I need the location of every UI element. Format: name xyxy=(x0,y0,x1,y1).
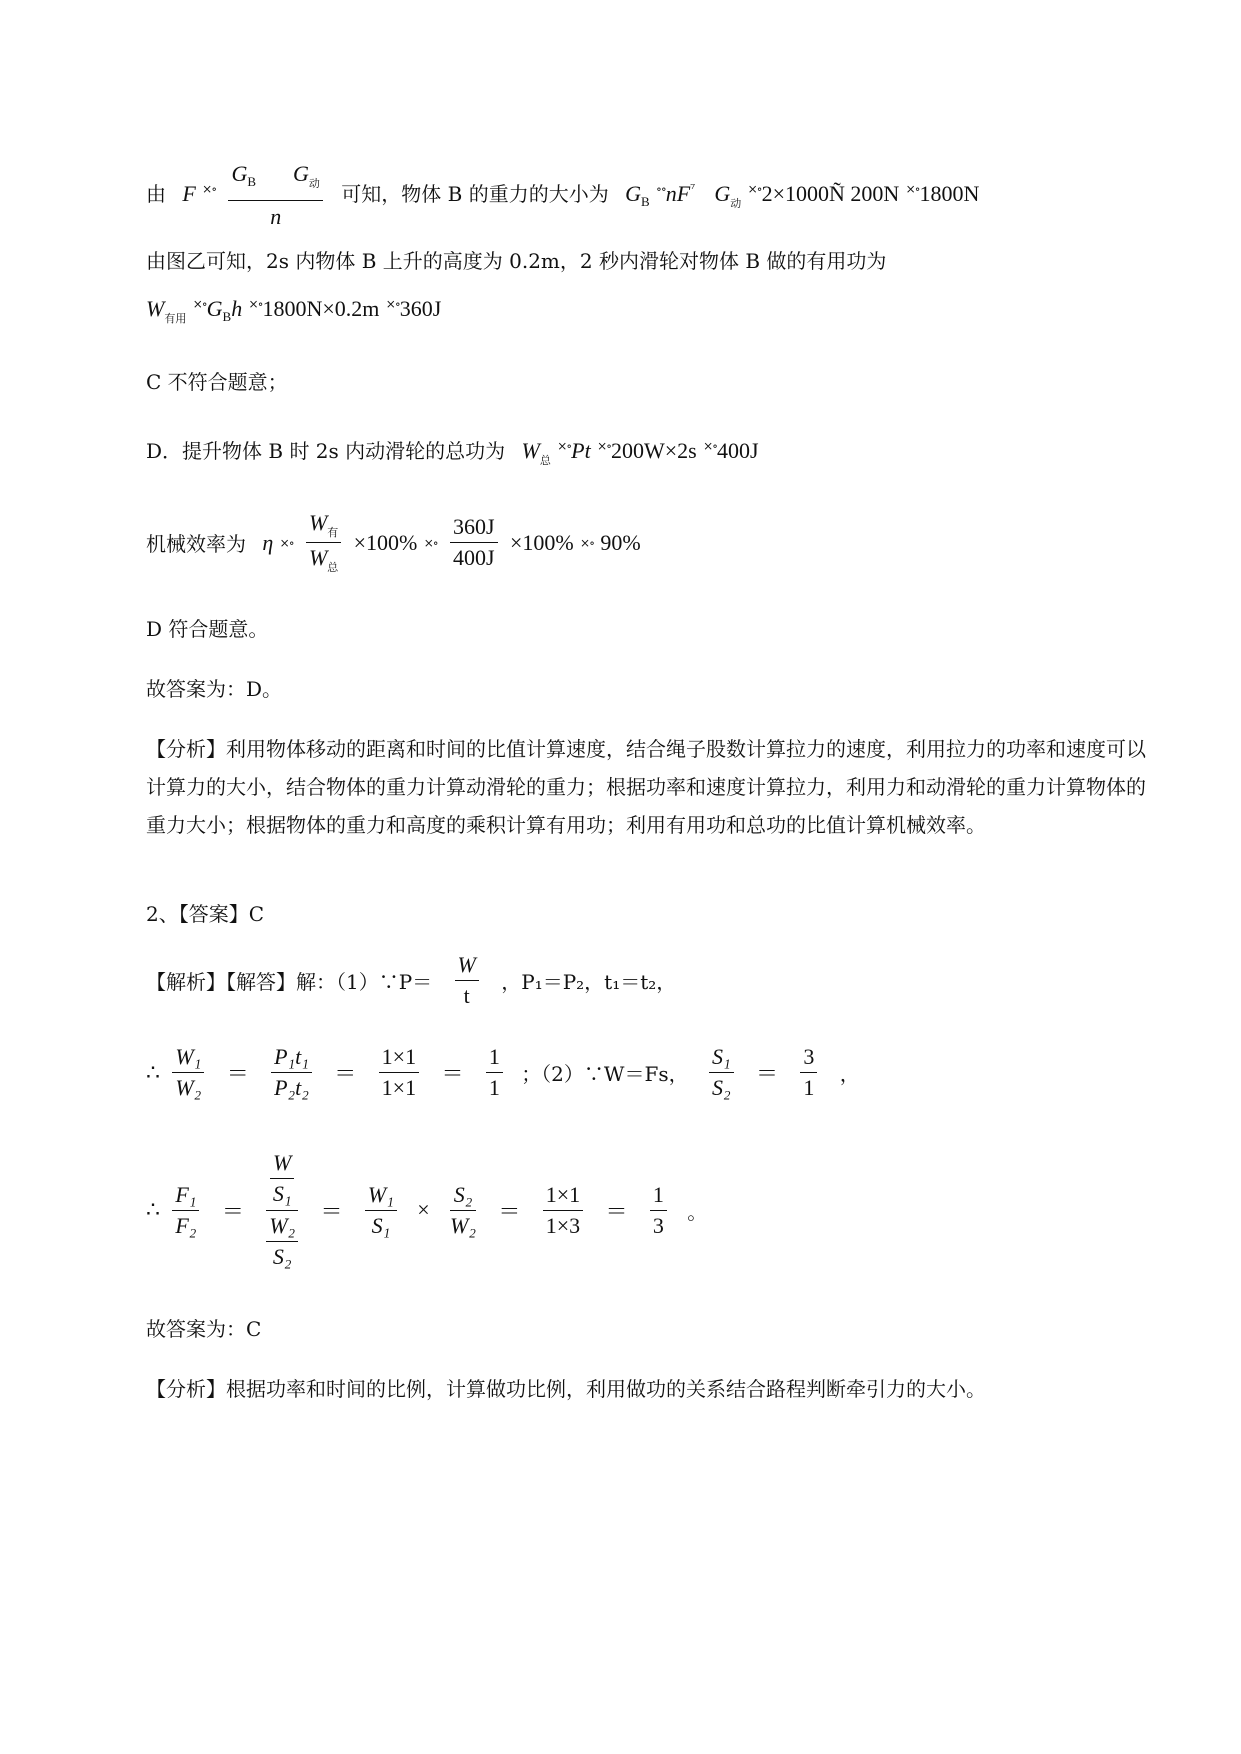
var-nF: nF xyxy=(665,181,691,206)
garbled-plus-glyph: ⁷ xyxy=(690,182,695,196)
num-3: 3 xyxy=(800,1044,817,1073)
text-line-answer-c: 故答案为：C xyxy=(146,1317,262,1341)
sub-b: B xyxy=(247,174,257,189)
var-gb: G xyxy=(231,161,248,186)
num-1-b: 1 xyxy=(650,1182,667,1211)
period: 。 xyxy=(687,1199,708,1224)
formula-line-total-work xyxy=(146,432,759,475)
fraction-p1t1-p2t2 xyxy=(271,1044,312,1101)
text-total-work: D．提升物体 B 时 2s 内动滑轮的总功为 xyxy=(146,439,506,463)
garbled-eq-glyph-11: ×∘ xyxy=(279,535,294,550)
var-s2: S₂ xyxy=(711,1075,731,1100)
den-3: 3 xyxy=(652,1212,664,1238)
garbled-eq-glyph-12: ×∘ xyxy=(423,535,438,550)
garbled-eq-glyph-2: ∘∘ xyxy=(655,182,666,196)
var-F: F xyxy=(182,181,196,206)
fraction-1-3 xyxy=(650,1182,667,1239)
fraction-w-over-t xyxy=(455,952,479,1009)
text-line-c-not-match: C 不符合题意； xyxy=(146,370,288,394)
result-1800N: 1800N xyxy=(919,181,980,206)
garbled-eq-glyph-6: ×∘ xyxy=(248,297,263,311)
result-90pct: 90% xyxy=(600,529,641,555)
text-line-d-match: D 符合题意。 xyxy=(146,617,269,641)
num-1x1: 1×1 xyxy=(379,1044,419,1073)
den-1: 1 xyxy=(488,1075,500,1100)
expr-2x1000: 2×1000Ñ 200N xyxy=(761,181,900,206)
sub-rhs-b: B xyxy=(640,194,650,209)
garbled-eq-glyph-3: ×∘ xyxy=(747,182,762,196)
text-mid: 可知，物体 B 的重力的大小为 xyxy=(341,182,609,206)
num-360J: 360J xyxy=(450,514,498,543)
fraction-360-over-400 xyxy=(450,514,498,571)
formula-line-efficiency xyxy=(146,510,641,575)
q2-text-pre: 【解析】【解答】解：（1）∵P＝ xyxy=(146,970,433,994)
garbled-eq-glyph: ×∘ xyxy=(202,182,217,196)
garbled-eq-glyph-9: ×∘ xyxy=(597,439,611,453)
q2-ratio-line-1 xyxy=(146,1044,860,1101)
sub-you: 有 xyxy=(327,527,339,539)
var-f1: F₁ xyxy=(172,1182,199,1211)
fraction-3-1 xyxy=(800,1044,817,1101)
q2-ratio-line-2 xyxy=(146,1150,707,1270)
fraction-w-you-over-w-zong xyxy=(306,510,341,575)
times-symbol: × xyxy=(417,1197,430,1222)
var-gd: G xyxy=(293,161,309,186)
var-w2-c: W₂ xyxy=(450,1212,477,1238)
pct-100-b: ×100% xyxy=(509,529,574,555)
equals-3: ＝ xyxy=(441,1061,464,1086)
var-s1: S₁ xyxy=(709,1044,734,1073)
fraction-1x1-1x1 xyxy=(379,1044,419,1101)
var-eta: η xyxy=(262,529,274,555)
var-W: W xyxy=(146,296,165,321)
num-1x1-b: 1×1 xyxy=(543,1182,583,1211)
var-h: h xyxy=(231,296,243,321)
fraction-gb-gd-over-n xyxy=(228,160,322,231)
var-n: n xyxy=(270,204,282,229)
fraction-w1-s1 xyxy=(365,1182,397,1239)
result-400J: 400J xyxy=(717,438,759,463)
text-line-answer-d: 故答案为：D。 xyxy=(146,677,283,701)
garbled-eq-glyph-4: ×∘ xyxy=(905,182,920,196)
formula-line-gravity xyxy=(146,160,979,231)
therefore-symbol: ∴ xyxy=(146,1059,160,1085)
equals-2: ＝ xyxy=(334,1061,357,1086)
garbled-eq-glyph-8: ×∘ xyxy=(557,439,572,453)
result-360J: 360J xyxy=(399,296,442,321)
num-1: 1 xyxy=(486,1044,503,1073)
var-s1-c: S₁ xyxy=(371,1212,391,1238)
sub-zong: 总 xyxy=(539,454,551,467)
fraction-w2-s2 xyxy=(266,1213,298,1270)
equals-1: ＝ xyxy=(226,1061,249,1086)
garbled-eq-glyph-7: ×∘ xyxy=(385,297,400,311)
fraction-f1-f2 xyxy=(172,1182,199,1239)
garbled-eq-glyph-13: ×∘ xyxy=(580,535,594,550)
den-400J: 400J xyxy=(453,545,495,570)
var-w-you: W xyxy=(308,510,328,535)
den-1x3: 1×3 xyxy=(545,1212,581,1238)
equals-8: ＝ xyxy=(605,1198,628,1224)
fraction-w1-w2 xyxy=(172,1044,204,1101)
pct-100-a: ×100% xyxy=(353,529,418,555)
equals-7: ＝ xyxy=(498,1198,521,1224)
var-w: W xyxy=(455,952,479,981)
sub-youyong: 有用 xyxy=(164,312,187,325)
var-W-total: W xyxy=(521,438,540,463)
question-2-heading: 2、【答案】C xyxy=(146,902,265,926)
text-efficiency: 机械效率为 xyxy=(146,532,246,556)
garbled-eq-glyph-5: ×∘ xyxy=(192,297,207,311)
text-you: 由 xyxy=(146,182,166,206)
var-f2: F₂ xyxy=(175,1212,197,1238)
var-w1-b: W₁ xyxy=(365,1182,397,1211)
fraction-s2-w2 xyxy=(450,1182,476,1239)
equals-6: ＝ xyxy=(320,1198,343,1224)
equals-4: ＝ xyxy=(755,1061,778,1086)
q2-text-part2: ；（2）∵W＝Fs， xyxy=(521,1062,689,1086)
garbled-eq-glyph-10: ×∘ xyxy=(703,439,718,453)
expr-1800x0.2: 1800N×0.2m xyxy=(262,296,380,321)
q2-text-post: ，P₁＝P₂，t₁＝t₂， xyxy=(501,970,677,994)
q2-analysis-line xyxy=(146,952,676,1009)
var-s2-c: S₂ xyxy=(450,1182,476,1211)
sub-B: B xyxy=(222,309,232,324)
compound-fraction-w-s1-w2-s2 xyxy=(266,1150,298,1270)
var-rhs-gb: G xyxy=(625,181,641,206)
text-line-height: 由图乙可知，2s 内物体 B 上升的高度为 0.2m，2 秒内滑轮对物体 B 做的有用功为 xyxy=(146,249,887,273)
var-w-top: W xyxy=(270,1150,294,1179)
var-p2t2: P₂t₂ xyxy=(274,1075,309,1100)
var-w-zong: W xyxy=(308,545,328,570)
equals-5: ＝ xyxy=(221,1198,244,1224)
den-1x1: 1×1 xyxy=(381,1075,417,1100)
var-t: t xyxy=(463,983,470,1008)
var-w2: W₂ xyxy=(175,1075,202,1100)
var-GB: G xyxy=(206,296,223,321)
analysis-paragraph-2: 【分析】根据功率和时间的比例，计算做功比例，利用做功的关系结合路程判断牵引力的大小。 xyxy=(146,1377,986,1401)
den-1-b: 1 xyxy=(803,1075,815,1100)
fraction-s1-s2 xyxy=(709,1044,734,1101)
var-Pt: Pt xyxy=(571,438,591,463)
fraction-1x1-1x3 xyxy=(543,1182,583,1239)
var-rhs-gd: G xyxy=(714,181,731,206)
therefore-symbol-2: ∴ xyxy=(146,1197,160,1222)
analysis-paragraph-1: 【分析】利用物体移动的距离和时间的比值计算速度，结合绳子股数计算拉力的速度，利用拉力的功率和速度可以计算力的大小，结合物体的重力计算动滑轮的重力；根据功率和速度计算拉力，利用力和动滑轮的重力计算物体的重力大小；根据物体的重力和高度的乘积计算有用功；利用有用功和总功的比值计算机械效率。 xyxy=(146,737,1146,837)
sub-dong: 动 xyxy=(308,178,320,190)
comma: ， xyxy=(839,1062,860,1086)
formula-line-useful-work xyxy=(146,290,441,333)
var-s2-b: S₂ xyxy=(272,1244,292,1269)
expr-200x2: 200W×2s xyxy=(611,438,697,463)
var-p1t1: P₁t₁ xyxy=(271,1044,312,1073)
var-w1: W₁ xyxy=(172,1044,204,1073)
var-s1-b: S₁ xyxy=(272,1181,292,1206)
fraction-w-s1 xyxy=(270,1150,294,1207)
sub-zong-2: 总 xyxy=(327,562,339,574)
var-w2-b: W₂ xyxy=(266,1213,298,1242)
fraction-1-1 xyxy=(486,1044,503,1101)
sub-rhs-dong: 动 xyxy=(730,197,742,210)
